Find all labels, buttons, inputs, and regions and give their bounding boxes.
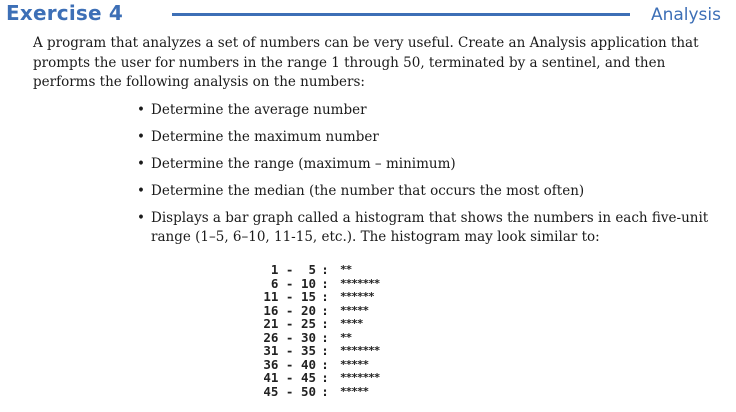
bullet-dot-icon: • <box>137 210 145 226</box>
histogram-output <box>228 263 379 398</box>
histogram-bar: ***** <box>340 384 369 398</box>
analysis-list <box>137 101 727 255</box>
bullet-dot-icon: • <box>137 102 145 118</box>
histogram-row <box>228 277 379 291</box>
bullet-dot-icon: • <box>137 156 145 172</box>
histogram-range: 1 - 5 <box>263 262 316 277</box>
histogram-separator: : <box>321 316 329 331</box>
histogram-row <box>228 263 379 277</box>
header-rule <box>172 13 630 16</box>
histogram-bar: ******* <box>340 371 380 384</box>
bullet-dot-icon: • <box>137 183 145 199</box>
histogram-separator: : <box>321 302 329 318</box>
histogram-separator: : <box>321 343 329 358</box>
histogram-separator: : <box>321 275 329 291</box>
bullet-dot-icon: • <box>137 129 145 145</box>
list-item <box>137 101 727 120</box>
list-item <box>137 209 727 247</box>
list-item <box>137 182 727 201</box>
histogram-row <box>228 304 379 318</box>
exercise-name: Analysis <box>650 5 721 25</box>
histogram-bar: ** <box>340 330 352 344</box>
histogram-range: 31 - 35 <box>263 343 316 358</box>
list-item <box>137 128 727 147</box>
histogram-range: 11 - 15 <box>263 289 316 304</box>
histogram-range: 6 - 10 <box>263 275 316 291</box>
list-item-text: Determine the range (maximum – minimum) <box>151 156 456 172</box>
histogram-bar: ******* <box>340 344 380 357</box>
histogram-range: 45 - 50 <box>263 383 316 399</box>
histogram-bar: ******* <box>340 276 380 290</box>
histogram-range: 21 - 25 <box>263 316 316 331</box>
histogram-separator: : <box>321 289 329 304</box>
list-item <box>137 155 727 174</box>
histogram-separator: : <box>321 370 329 385</box>
histogram-row <box>228 290 379 304</box>
list-item-text: Determine the median (the number that occurs the most often) <box>151 183 585 199</box>
histogram-separator: : <box>321 262 329 277</box>
histogram-separator: : <box>321 329 329 345</box>
histogram-row <box>228 344 379 358</box>
histogram-range: 36 - 40 <box>263 356 316 372</box>
list-item-text: Displays a bar graph called a histogram that shows the numbers in each five-unit range (1–5, 6–10, 11-15, etc.). The histogram may look similar to: <box>151 210 709 245</box>
histogram-bar: ****** <box>340 290 374 303</box>
histogram-row <box>228 371 379 385</box>
histogram-row <box>228 331 379 345</box>
histogram-separator: : <box>321 356 329 372</box>
histogram-separator: : <box>321 383 329 399</box>
histogram-range: 41 - 45 <box>263 370 316 385</box>
intro-paragraph: A program that analyzes a set of numbers can be very useful. Create an Analysis application that prompts the user for numbers in the range 1 through 50, terminated by a sentinel, and then performs the following analysis on the numbers: <box>33 35 699 90</box>
histogram-range: 16 - 20 <box>263 302 316 318</box>
histogram-bar: ** <box>340 263 352 276</box>
histogram-row <box>228 385 379 399</box>
histogram-bar: ***** <box>340 303 369 317</box>
histogram-range: 26 - 30 <box>263 329 316 345</box>
list-item-text: Determine the average number <box>151 102 367 118</box>
exercise-header <box>0 0 736 30</box>
histogram-bar: ***** <box>340 357 369 371</box>
histogram-bar: **** <box>340 317 363 330</box>
exercise-number-title: Exercise 4 <box>6 1 124 25</box>
list-item-text: Determine the maximum number <box>151 129 379 145</box>
histogram-row <box>228 317 379 331</box>
histogram-row <box>228 358 379 372</box>
